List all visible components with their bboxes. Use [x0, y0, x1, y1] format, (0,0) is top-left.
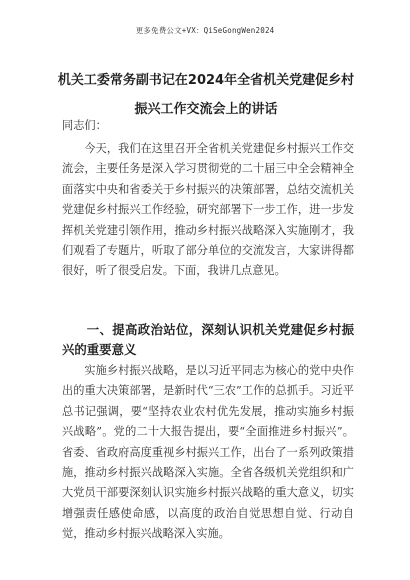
salutation: 同志们： — [62, 119, 107, 132]
document-title: 机关工委常务副书记在2024年全省机关党建促乡村振兴工作交流会上的讲话 — [57, 73, 355, 117]
header-note: 更多免费公文+VX：QiSeGongWen2024 — [135, 26, 275, 35]
section-heading: 一、提高政治站位，深刻认识机关党建促乡村振兴的重要意义 — [62, 322, 354, 358]
section-paragraph: 实施乡村振兴战略，是以习近平同志为核心的党中央作出的重大决策部署，是新时代“三农”工作的总抓手。习近平总书记强调，要“坚持农业农村优先发展，推动实施乡村振兴战略”。党的二十大报告提出，要“全面推进乡村振兴”。省委、省政府高度重视乡村振兴工作，出台了一系列政策措施，推动乡村振兴战略深入实施。全省各级机关党组织和广大党员干部要深刻认识实施乡村振兴战略的重大意义，切实增强责任感使命感，以高度的政治自觉思想自觉、行动自觉，推动乡村振兴战略深入实施。 — [62, 364, 354, 541]
body-paragraph: 今天，我们在这里召开全省机关党建促乡村振兴工作交流会，主要任务是深入学习贯彻党的二十届三中全会精神全面落实中央和省委关于乡村振兴的决策部署，总结交流机关党建促乡村振兴工作经验，研究部署下一步工作，进一步发挥机关党建引领作用，推动乡村振兴战略深入实施刚才，我们观看了专题片，听取了部分单位的交流发言，大家讲得都很好，听了很受启发。下面，我讲几点意见。 — [62, 142, 354, 278]
